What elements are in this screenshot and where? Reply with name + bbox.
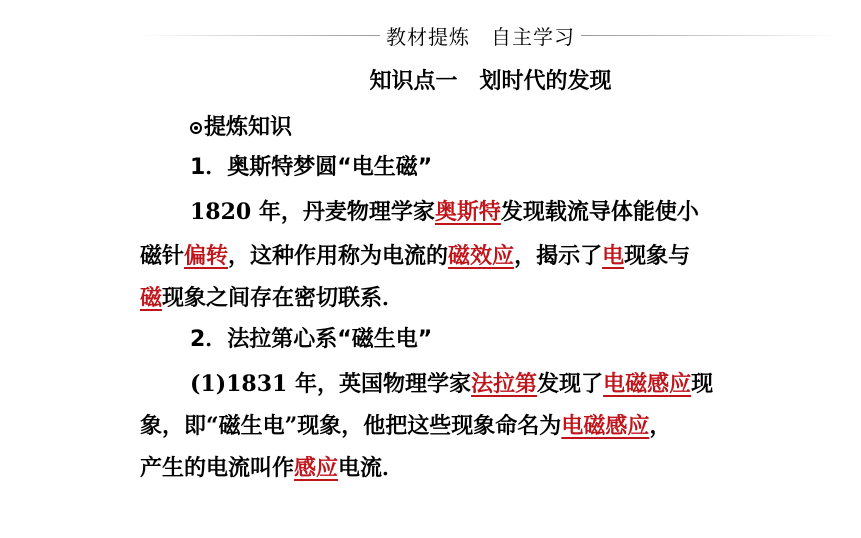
section-title: 知识点一 划时代的发现: [369, 69, 612, 94]
text-segment: 发现载流导体能使小: [500, 199, 699, 225]
answer-em-induction-2: 电磁感应: [561, 413, 650, 439]
text-segment: ，这种作用称为电流的: [228, 243, 449, 269]
answer-oersted: 奥斯特: [434, 199, 501, 225]
text-segment: 象，即“磁生电”现象，他把这些现象命名为: [140, 413, 562, 439]
header-text: 教材提炼 自主学习: [386, 24, 575, 49]
answer-magnetic-effect: 磁效应: [448, 243, 515, 269]
answer-induced: 感应: [294, 455, 339, 481]
header-line-left: [140, 35, 380, 36]
bullet-icon: [190, 122, 202, 134]
text-segment: 现象与: [624, 243, 691, 269]
text-segment: ，: [649, 413, 672, 439]
text-segment: 现象之间存在密切联系．: [162, 285, 405, 311]
text-segment: 产生的电流叫作: [140, 455, 295, 481]
answer-magnetic: 磁: [140, 285, 163, 311]
text-segment: 现: [691, 371, 714, 397]
text-segment: 1820 年，丹麦物理学家: [190, 199, 435, 225]
header-line-right: [581, 35, 840, 36]
answer-electric: 电: [602, 243, 625, 269]
point1-line3: [140, 282, 790, 314]
point1-line1: [190, 196, 790, 228]
point2-line1: [190, 368, 790, 400]
text-segment: 发现了: [537, 371, 604, 397]
answer-deflection: 偏转: [184, 243, 229, 269]
text-segment: 磁针: [140, 243, 185, 269]
text-segment: (1)1831 年，英国物理学家: [190, 371, 472, 397]
text-segment: ，揭示了: [514, 243, 603, 269]
section-header: [140, 20, 840, 50]
subsection-label: 提炼知识: [204, 115, 293, 140]
point2-line3: [140, 452, 790, 484]
subsection-heading: [190, 112, 790, 144]
point2-heading: 2．法拉第心系“磁生电”: [190, 327, 433, 352]
answer-em-induction-1: 电磁感应: [603, 371, 692, 397]
point1-heading: 1．奥斯特梦圆“电生磁”: [190, 155, 433, 180]
point1-line2: [140, 240, 790, 272]
text-segment: 电流．: [338, 455, 405, 481]
answer-faraday: 法拉第: [471, 371, 538, 397]
point2-line2: [140, 410, 790, 442]
